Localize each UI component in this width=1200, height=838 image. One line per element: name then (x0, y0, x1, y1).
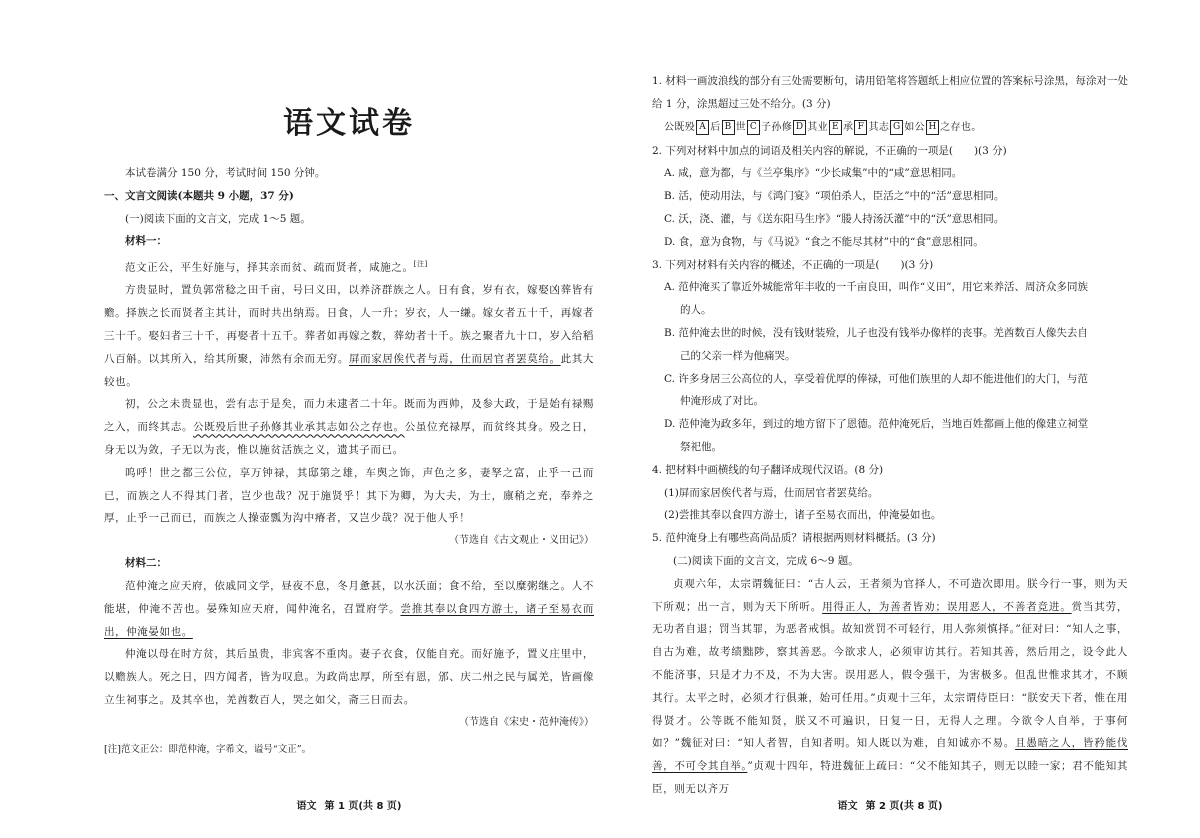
material-one-para-4: 呜呼！世之都三公位，享万钟禄，其邸第之雄，车舆之饰，声色之多，妻孥之富，止乎一己而已，而族之人不得其门者，岂少也哉？况于施贤乎！其下为卿，为大夫，为士，廪稍之充，奉养之厚，止乎一己而已，而族之人操壶瓢为沟中瘠者，又岂少哉？况于他人乎！ (104, 466, 594, 525)
source-citation-2: （节选自《宋史・范仲淹传》） (459, 716, 594, 728)
source-citation-1: （节选自《古文观止・义田记》） (449, 535, 594, 547)
page-footer (652, 797, 1128, 812)
passage-text: 方贵显时，置负郭常稔之田千亩，号曰义田，以养济群族之人。日有食，岁有衣，嫁娶凶葬皆有赡。择族之长而贤者主其计，而时共出纳焉。日食，人一升；岁衣，人一缣。嫁女者五十千，再嫁者三十千。娶妇者三十千，再娶者十五千。葬者如再嫁之数，葬幼者十千。族之聚者九十口，岁入给稻八百斛。以其所入，给其所聚，沛然有余而无穷。 (104, 284, 594, 365)
answer-box[interactable]: G (890, 120, 903, 135)
answer-box[interactable]: E (829, 120, 842, 135)
question-1: 1. 材料一画波浪线的部分有三处需要断句，请用铅笔将答题纸上相应位置的答案标号涂黑，每涂对一处给 1 分，涂黑超过三处不给分。(3 分) (652, 75, 1128, 110)
segment: 其志 (868, 121, 890, 133)
exam-intro: 本试卷满分 150 分，考试时间 150 分钟。 (125, 167, 326, 179)
segment: 承 (843, 121, 854, 133)
segment: 公既殁 (664, 121, 696, 133)
left-page (104, 0, 594, 838)
q3-option-a: A. 范仲淹买了靠近外城能常年丰收的一千亩良田，叫作“义田”，用它来养活、周济众多同族 (664, 281, 1088, 294)
question-3: 3. 下列对材料有关内容的概述，不正确的一项是( )(3 分) (652, 258, 934, 271)
underlined-sentence-3: 用得正人，为善者皆劝；误用恶人，不善者竞进。 (822, 600, 1072, 613)
footer-subject: 语文 (837, 801, 858, 812)
underlined-sentence-2: 尝推其奉以食四方游士，诸子至易衣而出，仲淹晏如也。 (104, 602, 594, 638)
footnote: [注]范文正公：即范仲淹，字希文，谥号“文正”。 (104, 743, 312, 755)
wavy-line-sentence: 公既殁后世子孙修其业承其志如公之存也。 (193, 421, 405, 434)
segment: 如公 (904, 121, 926, 133)
q3-option-c: C. 许多身居三公高位的人，享受着优厚的俸禄，可他们族里的人却不能进他们的大门，与范 (664, 372, 1088, 385)
material-two-label: 材料二： (125, 557, 167, 570)
answer-box[interactable]: H (926, 120, 939, 135)
q3-option-c-cont: 仲淹形成了对比。 (680, 395, 764, 408)
segment: 世 (735, 121, 747, 133)
passage-text: 范文正公，平生好施与，择其亲而贫、疏而贤者，咸施之。 (125, 261, 414, 274)
answer-box[interactable]: B (722, 120, 735, 135)
right-page (652, 0, 1128, 838)
subsection-heading-2: (二)阅读下面的文言文，完成 6～9 题。 (673, 554, 859, 567)
q3-option-b-cont: 己的父亲一样为他痛哭。 (680, 349, 796, 362)
q2-option-b: B. 活，使动用法，与《鸿门宴》“项伯杀人，臣活之”中的“活”意思相同。 (664, 190, 1005, 203)
q2-option-c: C. 沃，浇、灌，与《送东阳马生序》“媵人持汤沃灌”中的“沃”意思相同。 (664, 212, 1005, 225)
punctuation-line (652, 116, 1128, 140)
note-mark: [注] (413, 260, 428, 269)
question-2: 2. 下列对材料中加点的词语及相关内容的解说，不正确的一项是( )(3 分) (652, 144, 1007, 157)
segment: 其业 (807, 121, 829, 133)
segment: 之存也。 (940, 121, 982, 133)
underlined-sentence-1: 屏而家居俟代者与焉，仕而居官者罢莫给。 (349, 352, 561, 365)
answer-box[interactable]: D (793, 120, 806, 135)
page-footer (104, 797, 594, 812)
material-two-para-1 (104, 575, 594, 643)
footer-page-number: 第 2 页(共 8 页) (865, 801, 943, 812)
question-5: 5. 范仲淹身上有哪些高尚品质？请根据两则材料概括。(3 分) (652, 532, 936, 545)
material-one-para-3 (104, 393, 594, 461)
material-one-label: 材料一： (125, 235, 167, 248)
passage-text: 初，公之未贵显也，尝有志于是矣，而力未逮者二十年。既而为西帅，及参大政，于是始有禄赐之入，而终其志。 (104, 398, 594, 434)
q3-option-a-cont: 的人。 (680, 304, 712, 317)
passage-text: 贞观六年，太宗谓魏征曰：“古人云，王者须为官择人，不可造次即用。朕今行一事，则为天下所观；出一言，则为天下所听。 (652, 577, 1128, 613)
underlined-sentence-4: 且愚暗之人，皆矜能伐善，不可令其自举。 (652, 737, 1128, 773)
passage-two (652, 573, 1128, 801)
q3-option-d: D. 范仲淹为政多年，到过的地方留下了恩德。范仲淹死后，当地百姓都画上他的像建立祠堂 (664, 418, 1089, 431)
q4-sentence-1: (1)屏而家居俟代者与焉，仕而居官者罢莫给。 (664, 486, 879, 499)
answer-box[interactable]: A (696, 120, 709, 135)
section-heading: 一、文言文阅读(本题共 9 小题，37 分) (104, 189, 294, 202)
passage-text: 此其大较也。 (104, 352, 594, 388)
material-two-para-2: 仲淹以母在时方贫，其后虽贵，非宾客不重肉。妻子衣食，仅能自充。而好施予，置义庄里中，以赡族人。死之日，四方闻者，皆为叹息。为政尚忠厚，所至有恩，邠、庆二州之民与属羌，皆画像立生祠事之。及其卒也，羌酋数百人，哭之如父，斋三日而去。 (104, 648, 594, 707)
passage-text: 范仲淹之应天府，依戚同文学，昼夜不息，冬月惫甚，以水沃面；食不给，至以糜粥继之。人不能堪，仲淹不苦也。晏殊知应天府，闻仲淹名，召置府学。 (104, 580, 594, 615)
passage-text: 赏当其劳，无功者自退；罚当其罪，为恶者戒惧。故知赏罚不可轻行，用人弥须慎择。”征对曰：“知人之事，自古为难，故考绩黜陟，察其善恶。今欲求人，必须审访其行。若知其善，然后用之，设令此人不能济事，只是才力不及，不为大害。误用恶人，假令强干，为害极多。但乱世惟求其才，不顾其行。太平之时，必须才行俱兼，始可任用。”贞观十三年，太宗谓侍臣曰：“朕安天下者，惟在用得贤才。公等既不能知贤，朕又不可遍识，日复一日，无得人之理。今欲令人自举，于事何如？”魏征对曰：“知人者智，自知者明。知人既以为难，自知诚亦不易。 (652, 600, 1128, 750)
footer-page-number: 第 1 页(共 8 页) (324, 801, 402, 812)
segment: 后 (710, 121, 721, 133)
q3-option-d-cont: 祭祀他。 (680, 440, 722, 453)
question-4: 4. 把材料中画横线的句子翻译成现代汉语。(8 分) (652, 463, 884, 476)
q4-sentence-2: (2)尝推其奉以食四方游士，诸子至易衣而出，仲淹晏如也。 (664, 509, 942, 522)
passage-text: ”贞观十四年，特进魏征上疏曰：“父不能知其子，则无以睦一家；君不能知其臣，则无以齐万 (652, 760, 1128, 795)
material-one-para-1 (104, 253, 594, 279)
q2-option-a: A. 咸，意为都，与《兰亭集序》“少长咸集”中的“咸”意思相同。 (664, 167, 963, 180)
footer-subject: 语文 (296, 801, 317, 812)
answer-box[interactable]: F (854, 120, 867, 135)
page-title: 语文试卷 (283, 106, 415, 141)
answer-box[interactable]: C (747, 120, 760, 135)
subsection-heading: (一)阅读下面的文言文，完成 1～5 题。 (125, 212, 311, 225)
material-one-para-2 (104, 279, 594, 393)
q2-option-d: D. 食，意为食物，与《马说》“食之不能尽其材”中的“食”意思相同。 (664, 235, 984, 248)
q3-option-b: B. 范仲淹去世的时候，没有钱财装殓，儿子也没有钱举办像样的丧事。羌酋数百人像失去自 (664, 326, 1088, 339)
passage-text: 公虽位充禄厚，而贫终其身。殁之日，身无以为敛，子无以为丧，惟以施贫活族之义，遗其子而已。 (104, 421, 594, 457)
segment: 子孙修 (761, 121, 793, 133)
